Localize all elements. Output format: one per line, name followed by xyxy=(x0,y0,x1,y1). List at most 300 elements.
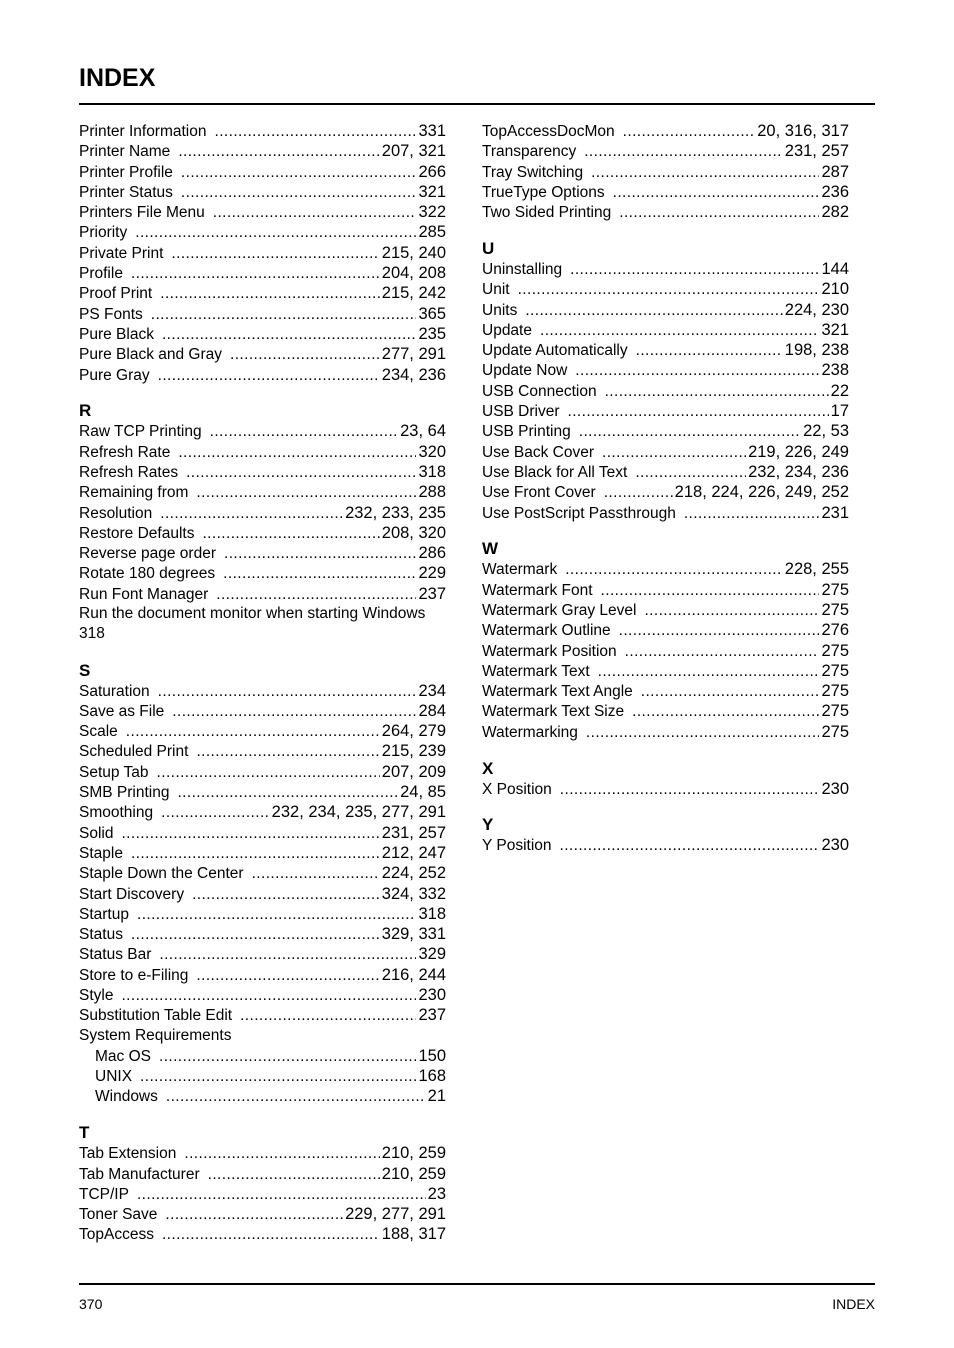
index-pages: 150 xyxy=(418,1046,446,1065)
index-term: Printer Profile xyxy=(79,163,173,181)
index-pages: 264, 279 xyxy=(381,722,446,741)
index-term: Watermark Text xyxy=(482,662,590,680)
index-entry xyxy=(79,823,446,843)
index-entry xyxy=(482,141,849,161)
index-entry xyxy=(79,222,446,242)
index-term: Use Black for All Text xyxy=(482,463,628,481)
header-rule xyxy=(79,103,875,105)
index-term: Printer Information xyxy=(79,123,207,140)
index-entry xyxy=(79,442,446,462)
index-entry xyxy=(79,482,446,502)
index-entry xyxy=(79,863,446,883)
index-term: Store to e-Filing xyxy=(79,966,189,984)
index-term: Start Discovery xyxy=(79,885,185,903)
dot-leader xyxy=(210,422,399,442)
index-pages: 329 xyxy=(418,945,446,964)
index-entry xyxy=(79,462,446,482)
index-entry xyxy=(482,340,849,360)
index-pages: 231, 257 xyxy=(381,823,446,842)
index-term: Two Sided Printing xyxy=(482,204,612,222)
dot-leader xyxy=(525,301,782,321)
index-entry xyxy=(79,985,446,1005)
index-pages: 288 xyxy=(418,483,446,502)
index-column-right xyxy=(482,121,849,856)
index-pages: 207, 321 xyxy=(381,142,446,161)
dot-leader xyxy=(605,382,829,402)
index-entry xyxy=(79,681,446,701)
index-pages: 144 xyxy=(821,259,849,278)
index-pages: 275 xyxy=(821,722,849,741)
index-term: Scale xyxy=(79,723,118,741)
index-term: SMB Printing xyxy=(79,784,170,802)
index-pages: 276 xyxy=(821,621,849,640)
index-entry xyxy=(79,304,446,324)
index-entry xyxy=(79,965,446,985)
index-entry xyxy=(79,1224,446,1244)
section-letter-heading: T xyxy=(79,1123,90,1143)
index-entry xyxy=(482,701,849,721)
index-pages: 168 xyxy=(418,1067,446,1086)
dot-leader xyxy=(131,844,380,864)
index-pages: 285 xyxy=(418,223,446,242)
index-term: X Position xyxy=(482,780,552,798)
index-entry xyxy=(482,620,849,640)
index-entry xyxy=(79,243,446,263)
footer-rule xyxy=(79,1283,875,1285)
dot-leader xyxy=(579,422,801,442)
index-entry xyxy=(482,779,849,799)
index-entry xyxy=(482,162,849,182)
index-pages: 318 xyxy=(79,625,105,643)
index-term: USB Printing xyxy=(482,423,571,441)
index-term: Status Bar xyxy=(79,946,152,964)
index-pages: 24, 85 xyxy=(400,783,446,802)
index-entry xyxy=(79,344,446,364)
index-entry xyxy=(482,300,849,320)
index-term: Watermark Position xyxy=(482,642,617,660)
index-entry xyxy=(482,279,849,299)
dot-leader xyxy=(560,780,820,800)
index-pages: 287 xyxy=(821,162,849,181)
dot-leader xyxy=(230,345,380,365)
index-pages: 230 xyxy=(821,779,849,798)
index-pages: 275 xyxy=(821,661,849,680)
index-entry xyxy=(482,681,849,701)
index-entry xyxy=(79,944,446,964)
dot-leader xyxy=(223,564,416,584)
index-term: Tab Extension xyxy=(79,1145,177,1163)
index-entry xyxy=(79,782,446,802)
dot-leader xyxy=(196,742,379,762)
index-entry xyxy=(482,835,849,855)
index-entry xyxy=(482,722,849,742)
dot-leader xyxy=(568,402,829,422)
dot-leader xyxy=(601,581,820,601)
index-entry xyxy=(79,141,446,161)
index-term: TopAccessDocMon xyxy=(482,123,615,140)
index-entry xyxy=(79,503,446,523)
index-entry xyxy=(482,462,849,482)
index-pages: 215, 242 xyxy=(381,284,446,303)
index-term: Reverse page order xyxy=(79,545,216,563)
index-term: Y Position xyxy=(482,837,552,855)
page-title: INDEX xyxy=(79,64,156,92)
index-term: Units xyxy=(482,301,518,319)
index-entry xyxy=(79,1143,446,1163)
index-term: Run the document monitor when starting Windows xyxy=(79,605,426,623)
dot-leader xyxy=(140,1067,416,1087)
index-term: Update Now xyxy=(482,362,568,380)
index-term: Priority xyxy=(79,224,128,242)
index-term: Pure Black xyxy=(79,325,154,343)
index-pages: 277, 291 xyxy=(381,345,446,364)
index-term: Update xyxy=(482,321,532,339)
index-term: TCP/IP xyxy=(79,1185,129,1203)
index-entry xyxy=(79,263,446,283)
index-term: Watermarking xyxy=(482,723,578,741)
dot-leader xyxy=(161,803,270,823)
index-pages: 23 xyxy=(427,1184,446,1203)
dot-leader xyxy=(570,260,819,280)
dot-leader xyxy=(157,763,380,783)
dot-leader xyxy=(166,1087,426,1107)
index-term: Pure Gray xyxy=(79,366,150,384)
index-entry xyxy=(482,360,849,380)
index-pages: 210 xyxy=(821,280,849,299)
index-term: Resolution xyxy=(79,504,153,522)
index-pages: 218, 224, 226, 249, 252 xyxy=(674,483,849,502)
index-entry xyxy=(482,421,849,441)
dot-leader xyxy=(598,662,820,682)
index-entry xyxy=(79,1005,446,1025)
dot-leader xyxy=(135,223,416,243)
dot-leader xyxy=(208,1165,380,1185)
index-entry xyxy=(79,421,446,441)
dot-leader xyxy=(177,783,398,803)
index-entry xyxy=(79,584,446,604)
index-entry xyxy=(79,1164,446,1184)
index-pages: 230 xyxy=(821,836,849,855)
index-pages: 232, 234, 236 xyxy=(748,462,849,481)
index-pages: 23, 64 xyxy=(400,422,446,441)
index-pages: 198, 238 xyxy=(784,341,849,360)
index-entry xyxy=(79,543,446,563)
index-pages: 235 xyxy=(418,324,446,343)
index-pages: 318 xyxy=(418,462,446,481)
dot-leader xyxy=(224,544,416,564)
dot-leader xyxy=(160,504,343,524)
index-subentry xyxy=(79,1046,446,1066)
index-term: TopAccess xyxy=(79,1226,154,1244)
index-term: Tray Switching xyxy=(482,163,584,181)
index-term: Pure Black and Gray xyxy=(79,346,223,364)
index-pages: 284 xyxy=(418,701,446,720)
dot-leader xyxy=(158,366,380,386)
dot-leader xyxy=(623,122,756,142)
index-entry xyxy=(482,641,849,661)
page-number: 370 xyxy=(79,1296,103,1312)
index-pages: 232, 233, 235 xyxy=(345,503,446,522)
index-entry xyxy=(482,580,849,600)
section-letter-heading: Y xyxy=(482,815,494,835)
dot-leader xyxy=(619,203,819,223)
index-term: Run Font Manager xyxy=(79,585,209,603)
index-entry xyxy=(79,1184,446,1204)
dot-leader xyxy=(137,1185,426,1205)
index-term: PS Fonts xyxy=(79,305,143,323)
index-entry xyxy=(79,904,446,924)
index-entry xyxy=(79,563,446,583)
index-entry xyxy=(482,182,849,202)
index-term: Watermark Text Angle xyxy=(482,683,633,701)
index-term: Tab Manufacturer xyxy=(79,1165,200,1183)
dot-leader xyxy=(181,183,417,203)
index-pages: 275 xyxy=(821,580,849,599)
index-term: Transparency xyxy=(482,143,577,161)
index-pages: 282 xyxy=(821,203,849,222)
dot-leader xyxy=(575,361,819,381)
dot-leader xyxy=(186,463,416,483)
dot-leader xyxy=(619,621,820,641)
index-entry xyxy=(79,762,446,782)
index-entry xyxy=(79,162,446,182)
index-pages: 17 xyxy=(830,402,849,421)
index-term: Profile xyxy=(79,265,123,283)
index-pages: 318 xyxy=(418,904,446,923)
index-term: Watermark xyxy=(482,561,558,579)
dot-leader xyxy=(586,723,820,743)
index-pages: 216, 244 xyxy=(381,965,446,984)
index-entry xyxy=(79,884,446,904)
index-term: Update Automatically xyxy=(482,342,628,360)
index-pages: 321 xyxy=(821,320,849,339)
index-entry xyxy=(79,843,446,863)
index-term: TrueType Options xyxy=(482,183,605,201)
dot-leader xyxy=(202,524,379,544)
index-term: Scheduled Print xyxy=(79,743,189,761)
dot-leader xyxy=(196,483,416,503)
index-entry xyxy=(79,1026,446,1046)
index-term: Windows xyxy=(95,1088,158,1106)
index-entry xyxy=(482,121,849,141)
index-pages: 20, 316, 317 xyxy=(757,122,849,140)
index-term: Use Front Cover xyxy=(482,484,596,502)
index-pages: 266 xyxy=(418,162,446,181)
index-pages: 275 xyxy=(821,682,849,701)
index-entry xyxy=(79,924,446,944)
index-term: Uninstalling xyxy=(482,260,563,278)
index-pages: 207, 209 xyxy=(381,762,446,781)
dot-leader xyxy=(126,722,380,742)
index-pages: 237 xyxy=(418,1006,446,1025)
index-entry xyxy=(79,741,446,761)
dot-leader xyxy=(137,905,416,925)
index-entry xyxy=(482,401,849,421)
index-term: Refresh Rates xyxy=(79,463,179,481)
dot-leader xyxy=(160,284,380,304)
index-pages: 234, 236 xyxy=(381,365,446,384)
dot-leader xyxy=(584,142,783,162)
index-term: Raw TCP Printing xyxy=(79,423,202,441)
index-entry xyxy=(79,1204,446,1224)
index-pages: 238 xyxy=(821,361,849,380)
index-pages: 215, 240 xyxy=(381,243,446,262)
index-term: Toner Save xyxy=(79,1206,158,1224)
dot-leader xyxy=(196,966,379,986)
index-subentry xyxy=(79,1086,446,1106)
index-entry xyxy=(482,503,849,523)
index-pages: 232, 234, 235, 277, 291 xyxy=(271,803,446,822)
index-entry xyxy=(79,324,446,344)
dot-leader xyxy=(518,280,820,300)
index-pages: 208, 320 xyxy=(381,523,446,542)
dot-leader xyxy=(151,305,417,325)
dot-leader xyxy=(158,682,417,702)
index-term: Save as File xyxy=(79,702,165,720)
index-pages: 228, 255 xyxy=(784,560,849,579)
index-pages: 286 xyxy=(418,544,446,563)
index-pages: 329, 331 xyxy=(381,925,446,944)
index-column-left xyxy=(79,121,446,1245)
dot-leader xyxy=(240,1006,416,1026)
index-pages: 321 xyxy=(418,182,446,201)
dot-leader xyxy=(565,560,783,580)
index-entry xyxy=(79,523,446,543)
index-entry xyxy=(79,121,446,141)
dot-leader xyxy=(159,1047,416,1067)
index-pages: 210, 259 xyxy=(381,1144,446,1163)
index-term: Substitution Table Edit xyxy=(79,1007,233,1025)
dot-leader xyxy=(635,463,746,483)
index-pages: 224, 252 xyxy=(381,864,446,883)
dot-leader xyxy=(644,601,819,621)
index-term: Use Back Cover xyxy=(482,443,594,461)
dot-leader xyxy=(613,183,820,203)
dot-leader xyxy=(121,986,416,1006)
index-pages: 231 xyxy=(821,503,849,522)
index-pages: 224, 230 xyxy=(784,300,849,319)
index-term: UNIX xyxy=(95,1068,133,1086)
dot-leader xyxy=(162,325,417,345)
dot-leader xyxy=(131,925,380,945)
dot-leader xyxy=(636,341,783,361)
index-pages: 215, 239 xyxy=(381,742,446,761)
index-term: Private Print xyxy=(79,244,164,262)
dot-leader xyxy=(602,443,746,463)
index-pages: 229, 277, 291 xyxy=(345,1205,446,1224)
index-entry xyxy=(482,202,849,222)
index-term: Printers File Menu xyxy=(79,204,205,222)
index-entry xyxy=(482,259,849,279)
index-entry xyxy=(79,604,446,644)
index-entry xyxy=(79,721,446,741)
dot-leader xyxy=(131,264,380,284)
dot-leader xyxy=(216,585,416,605)
index-term: Watermark Outline xyxy=(482,622,611,640)
dot-leader xyxy=(625,642,820,662)
dot-leader xyxy=(165,1205,343,1225)
index-term: Staple Down the Center xyxy=(79,865,244,883)
index-term: Proof Print xyxy=(79,285,153,303)
index-term: Unit xyxy=(482,281,510,299)
index-pages: 234 xyxy=(418,681,446,700)
index-term: Mac OS xyxy=(95,1047,151,1065)
dot-leader xyxy=(591,163,819,183)
index-term: Staple xyxy=(79,844,123,862)
index-pages: 219, 226, 249 xyxy=(748,442,849,461)
index-pages: 237 xyxy=(418,584,446,603)
index-pages: 275 xyxy=(821,702,849,721)
index-pages: 210, 259 xyxy=(381,1164,446,1183)
index-entry xyxy=(482,381,849,401)
index-pages: 22 xyxy=(830,381,849,400)
index-pages: 229 xyxy=(418,564,446,583)
dot-leader xyxy=(604,483,673,503)
index-entry xyxy=(482,320,849,340)
index-subentry xyxy=(79,1066,446,1086)
section-letter-heading: X xyxy=(482,758,494,778)
dot-leader xyxy=(192,885,380,905)
dot-leader xyxy=(162,1225,380,1245)
index-term: Refresh Rate xyxy=(79,443,171,461)
index-term: Printer Status xyxy=(79,183,173,201)
dot-leader xyxy=(632,702,819,722)
section-letter-heading: R xyxy=(79,401,92,421)
index-term: Rotate 180 degrees xyxy=(79,565,216,583)
dot-leader xyxy=(159,945,416,965)
index-term: Remaining from xyxy=(79,484,189,502)
index-term: Style xyxy=(79,986,114,1004)
section-letter-heading: S xyxy=(79,660,91,680)
index-term: Saturation xyxy=(79,682,150,700)
index-pages: 320 xyxy=(418,442,446,461)
section-letter-heading: U xyxy=(482,238,495,258)
index-term: Status xyxy=(79,926,123,944)
dot-leader xyxy=(171,244,379,264)
index-entry xyxy=(482,482,849,502)
index-term: Restore Defaults xyxy=(79,524,195,542)
index-term: Watermark Font xyxy=(482,581,593,599)
dot-leader xyxy=(181,163,417,183)
index-pages: 22, 53 xyxy=(803,422,849,441)
index-pages: 212, 247 xyxy=(381,843,446,862)
dot-leader xyxy=(178,142,379,162)
index-pages: 331 xyxy=(418,122,446,140)
index-term: Startup xyxy=(79,905,129,923)
index-pages: 231, 257 xyxy=(784,142,849,161)
index-term: Watermark Gray Level xyxy=(482,601,637,619)
index-entry xyxy=(482,661,849,681)
index-pages: 21 xyxy=(427,1087,446,1106)
dot-leader xyxy=(641,682,820,702)
index-entry xyxy=(79,802,446,822)
index-entry xyxy=(79,365,446,385)
index-pages: 236 xyxy=(821,182,849,201)
dot-leader xyxy=(184,1144,379,1164)
index-term: System Requirements xyxy=(79,1026,232,1044)
index-term: Setup Tab xyxy=(79,763,149,781)
index-entry xyxy=(482,600,849,620)
index-term: Solid xyxy=(79,824,114,842)
index-pages: 275 xyxy=(821,641,849,660)
dot-leader xyxy=(121,824,379,844)
index-entry xyxy=(482,442,849,462)
index-term: Use PostScript Passthrough xyxy=(482,504,676,522)
index-entry xyxy=(79,202,446,222)
dot-leader xyxy=(252,864,380,884)
dot-leader xyxy=(215,122,417,142)
index-pages: 322 xyxy=(418,203,446,222)
